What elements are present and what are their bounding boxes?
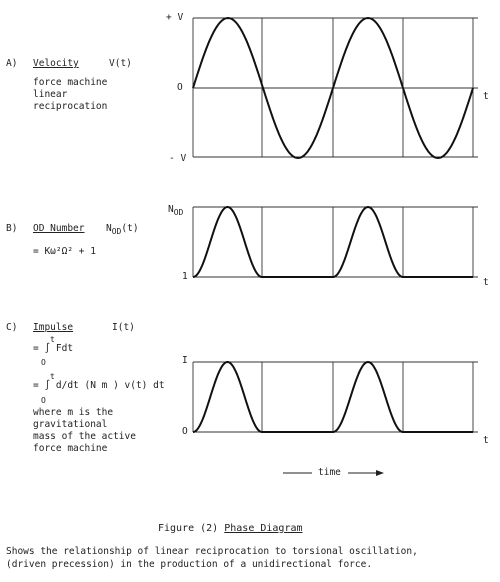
panel-c-y-bottom-label: O xyxy=(182,426,188,437)
panel-a-x-label: t xyxy=(483,91,489,102)
panel-c-where-line-2: gravitational xyxy=(33,419,108,430)
panel-c-equation-2: = ∫ d/dt (N m ) v(t) dt xyxy=(33,380,165,391)
panel-a-title: Velocity xyxy=(33,58,79,69)
panel-c-function: I(t) xyxy=(112,322,135,333)
panel-c-equation-1: = ∫ Fdt xyxy=(33,343,74,354)
panel-c-integral-upper-2: t xyxy=(50,372,55,381)
panel-c-x-label: t xyxy=(483,435,489,446)
panel-c-integral-lower-1: O xyxy=(41,358,46,367)
figure-caption: Figure (2) Phase Diagram xyxy=(158,523,303,534)
panel-c-title: Impulse xyxy=(33,322,74,333)
panel-c-where-line-1: where m is the xyxy=(33,407,114,418)
panel-b-title: OD Number xyxy=(33,223,85,234)
panel-a-y-bottom-label: - V xyxy=(169,153,187,164)
panel-a-desc-line-3: reciprocation xyxy=(33,101,108,112)
panel-a-function: V(t) xyxy=(109,58,132,69)
panel-a-y-mid-label: O xyxy=(177,82,183,93)
time-label: time xyxy=(318,467,341,478)
panel-a-y-top-label: + V xyxy=(166,12,184,23)
panel-b-formula: = Kω²Ω² + 1 xyxy=(33,246,96,257)
panel-a-letter: A) xyxy=(6,58,18,69)
panel-b-x-label: t xyxy=(483,277,489,288)
panel-c-where-line-3: mass of the active xyxy=(33,431,136,442)
panel-c-where-line-4: force machine xyxy=(33,443,108,454)
velocity-grid xyxy=(193,18,478,157)
panel-c-integral-upper-1: t xyxy=(50,335,55,344)
panel-b-letter: B) xyxy=(6,223,18,234)
panel-c-integral-lower-2: O xyxy=(41,396,46,405)
panel-a-desc-line-1: force machine xyxy=(33,77,108,88)
panel-b-y-top-label: $N_{OD}$ xyxy=(168,204,184,217)
panel-b-y-bottom-label: 1 xyxy=(182,271,188,282)
panel-b-function: $N_{OD}(t)$ xyxy=(106,223,139,236)
panel-c-letter: C) xyxy=(6,322,18,333)
description-line-1: Shows the relationship of linear reciprocation to torsional oscillation, xyxy=(6,546,418,557)
description-line-2: (driven precession) in the production of a unidirectional force. xyxy=(6,559,373,570)
panel-a-desc-line-2: linear xyxy=(33,89,68,100)
panel-c-y-top-label: I xyxy=(182,355,188,366)
